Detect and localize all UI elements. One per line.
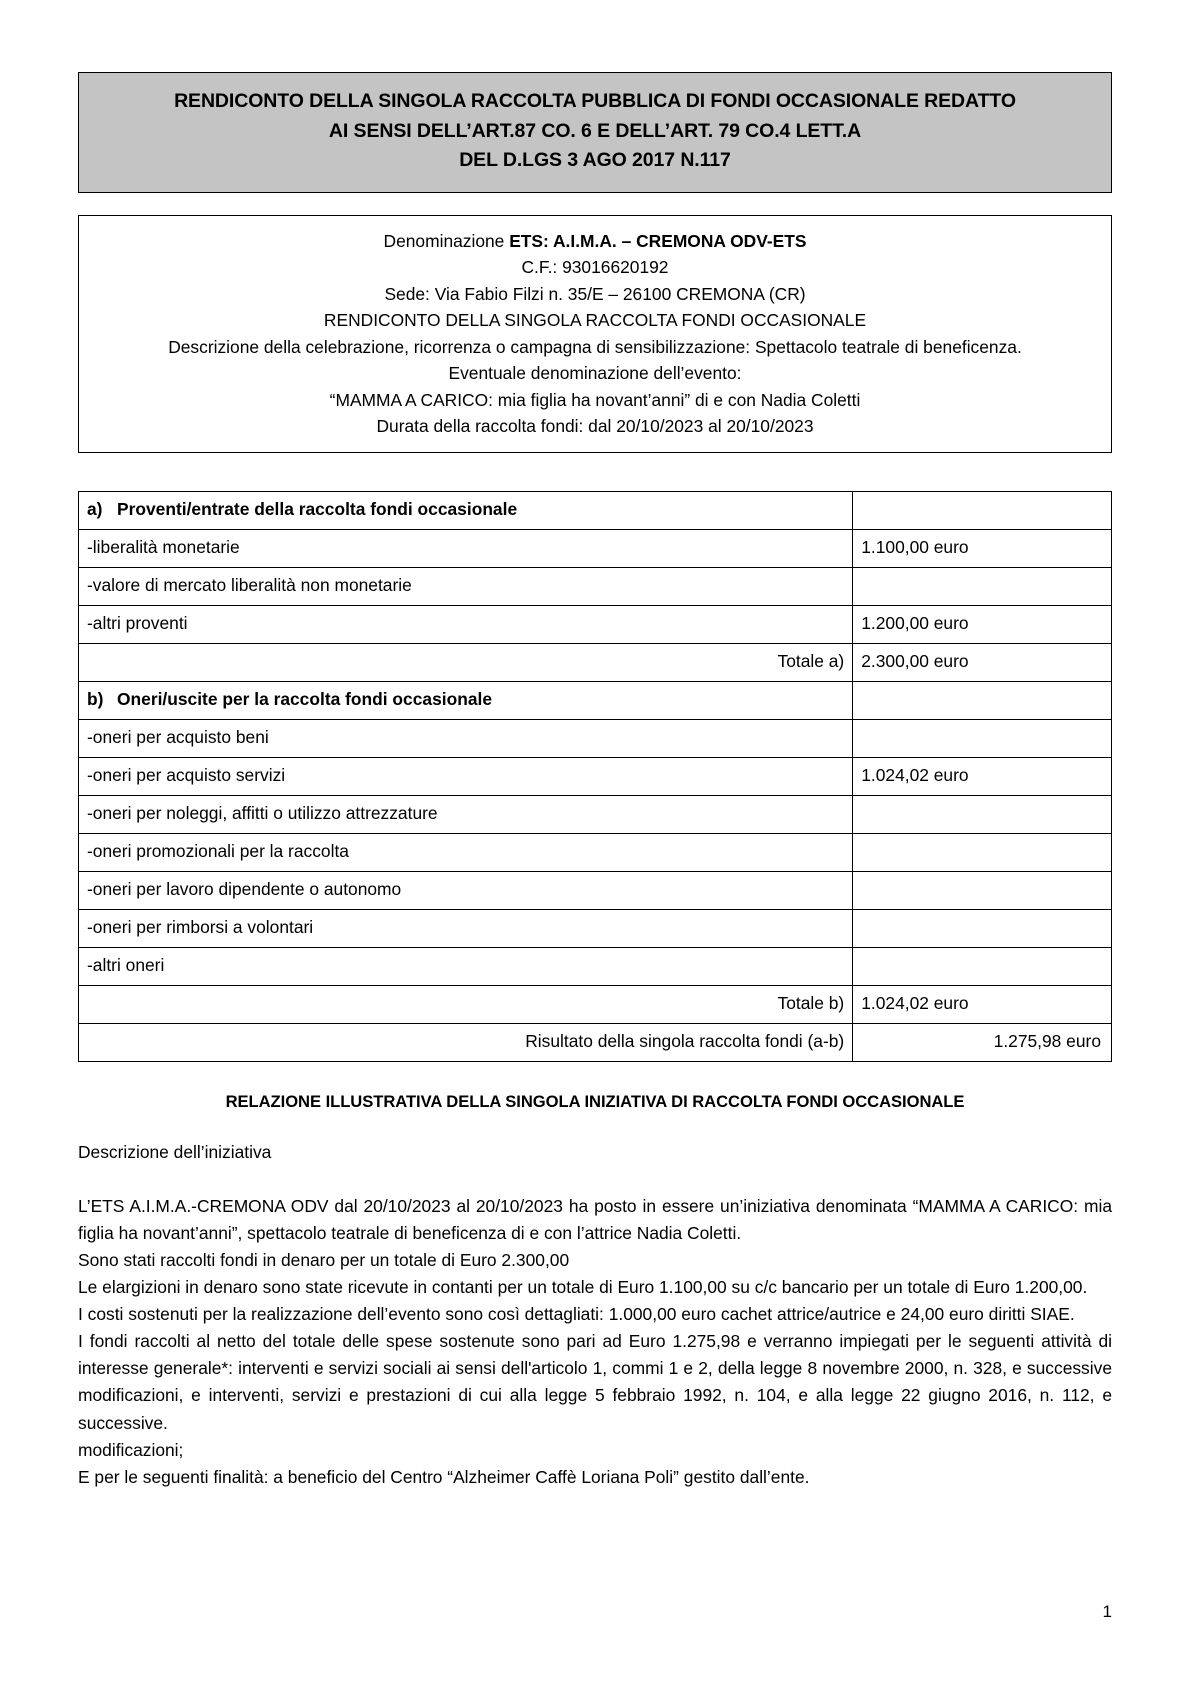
row-amount: 1.100,00 euro xyxy=(853,529,1112,567)
paragraph-4: I costi sostenuti per la realizzazione dell’evento sono così dettagliati: 1.000,00 euro cachet attrice/autrice e 24,00 euro diritti SIAE. xyxy=(78,1304,1075,1325)
evento-nome: “MAMMA A CARICO: mia figlia ha novant’anni” di e con Nadia Coletti xyxy=(329,389,861,410)
financial-table xyxy=(78,491,1112,1062)
section-b-marker: b) xyxy=(87,689,104,710)
row-label: -valore di mercato liberalità non monetarie xyxy=(79,567,853,605)
row-label: -altri oneri xyxy=(79,947,853,985)
row-amount xyxy=(853,795,1112,833)
row-amount xyxy=(853,833,1112,871)
row-amount: 1.024,02 euro xyxy=(853,757,1112,795)
descrizione-celebrazione: Descrizione della celebrazione, ricorrenza o campagna di sensibilizzazione: Spettacolo teatrale di beneficenza. xyxy=(168,336,1022,357)
row-amount: 1.200,00 euro xyxy=(853,605,1112,643)
table-row xyxy=(79,909,1112,947)
row-label: -oneri promozionali per la raccolta xyxy=(79,833,853,871)
table-row-section-a xyxy=(79,491,1112,529)
table-row xyxy=(79,605,1112,643)
table-row xyxy=(79,529,1112,567)
entity-info-box xyxy=(78,215,1112,453)
paragraph-3: Le elargizioni in denaro sono state ricevute in contanti per un totale di Euro 1.100,00 su c/c bancario per un totale di Euro 1.200,00. xyxy=(78,1276,1088,1297)
row-label: -liberalità monetarie xyxy=(79,529,853,567)
denominazione-value: ETS: A.I.M.A. – CREMONA ODV-ETS xyxy=(509,230,807,251)
row-amount xyxy=(853,947,1112,985)
durata-raccolta: Durata della raccolta fondi: dal 20/10/2023 al 20/10/2023 xyxy=(376,416,814,437)
eventuale-denominazione-label: Eventuale denominazione dell’evento: xyxy=(448,363,742,384)
row-amount xyxy=(853,871,1112,909)
row-label: -oneri per noleggi, affitti o utilizzo attrezzature xyxy=(79,795,853,833)
row-label: -oneri per lavoro dipendente o autonomo xyxy=(79,871,853,909)
section-a-text: Proventi/entrate della raccolta fondi occasionale xyxy=(117,499,518,520)
document-title-banner xyxy=(78,72,1112,193)
total-a-label: Totale a) xyxy=(79,643,853,681)
page-content xyxy=(78,72,1112,1491)
table-row-total-a xyxy=(79,643,1112,681)
section-b-text: Oneri/uscite per la raccolta fondi occasionale xyxy=(117,689,492,710)
row-label: -altri proventi xyxy=(79,605,853,643)
denominazione-line xyxy=(93,228,1097,254)
rendiconto-subtitle: RENDICONTO DELLA SINGOLA RACCOLTA FONDI OCCASIONALE xyxy=(323,310,867,331)
title-line-2: AI SENSI DELL’ART.87 CO. 6 E DELL’ART. 79 CO.4 LETT.A xyxy=(328,119,862,142)
paragraph-7: E per le seguenti finalità: a beneficio del Centro “Alzheimer Caffè Loriana Poli” gestito dall’ente. xyxy=(78,1466,810,1487)
paragraph-2: Sono stati raccolti fondi in denaro per un totale di Euro 2.300,00 xyxy=(78,1249,570,1270)
title-line-3: DEL D.LGS 3 AGO 2017 N.117 xyxy=(459,149,731,172)
table-row xyxy=(79,567,1112,605)
table-row xyxy=(79,795,1112,833)
table-row-result xyxy=(79,1023,1112,1061)
result-label: Risultato della singola raccolta fondi (a-b) xyxy=(79,1023,853,1061)
table-row-total-b xyxy=(79,985,1112,1023)
table-row xyxy=(79,757,1112,795)
page-number: 1 xyxy=(1102,1602,1112,1621)
paragraph-5: I fondi raccolti al netto del totale delle spese sostenute sono pari ad Euro 1.275,98 e verranno impiegati per le seguenti attività di interesse generale*: interventi e servizi sociali ai sensi dell'articolo 1, commi 1 e 2, della legge 8 novembre 2000, n. 328, e successive modificazioni, e interventi, servizi e prestazioni di cui alla legge 5 febbraio 1992, n. 104, e alla legge 22 giugno 2016, n. 112, e successive. xyxy=(78,1331,1112,1433)
section-b-label xyxy=(79,681,853,719)
denominazione-label: Denominazione xyxy=(383,230,510,251)
section-a-marker: a) xyxy=(87,499,103,520)
table-row xyxy=(79,719,1112,757)
section-b-amount xyxy=(853,681,1112,719)
relazione-body xyxy=(78,1193,1112,1492)
row-label: -oneri per rimborsi a volontari xyxy=(79,909,853,947)
table-row xyxy=(79,833,1112,871)
total-b-label: Totale b) xyxy=(79,985,853,1023)
sede: Sede: Via Fabio Filzi n. 35/E – 26100 CREMONA (CR) xyxy=(384,283,806,304)
section-a-label xyxy=(79,491,853,529)
row-amount xyxy=(853,719,1112,757)
table-row xyxy=(79,871,1112,909)
row-label: -oneri per acquisto beni xyxy=(79,719,853,757)
relazione-heading: RELAZIONE ILLUSTRATIVA DELLA SINGOLA INIZIATIVA DI RACCOLTA FONDI OCCASIONALE xyxy=(225,1091,965,1111)
descrizione-iniziativa-label: Descrizione dell’iniziativa xyxy=(78,1141,272,1162)
section-a-amount xyxy=(853,491,1112,529)
codice-fiscale: C.F.: 93016620192 xyxy=(521,257,669,278)
total-b-amount: 1.024,02 euro xyxy=(853,985,1112,1023)
row-amount xyxy=(853,909,1112,947)
title-line-1: RENDICONTO DELLA SINGOLA RACCOLTA PUBBLICA DI FONDI OCCASIONALE REDATTO xyxy=(174,90,1016,112)
table-row xyxy=(79,947,1112,985)
total-a-amount: 2.300,00 euro xyxy=(853,643,1112,681)
result-amount: 1.275,98 euro xyxy=(853,1023,1112,1061)
row-amount xyxy=(853,567,1112,605)
paragraph-6: modificazioni; xyxy=(78,1439,184,1460)
row-label: -oneri per acquisto servizi xyxy=(79,757,853,795)
table-row-section-b xyxy=(79,681,1112,719)
paragraph-1: L’ETS A.I.M.A.-CREMONA ODV dal 20/10/2023 al 20/10/2023 ha posto in essere un’iniziativa denominata “MAMMA A CARICO: mia figlia ha novant’anni”, spettacolo teatrale di beneficenza di e con l’attrice Nadia Coletti. xyxy=(78,1195,1112,1243)
